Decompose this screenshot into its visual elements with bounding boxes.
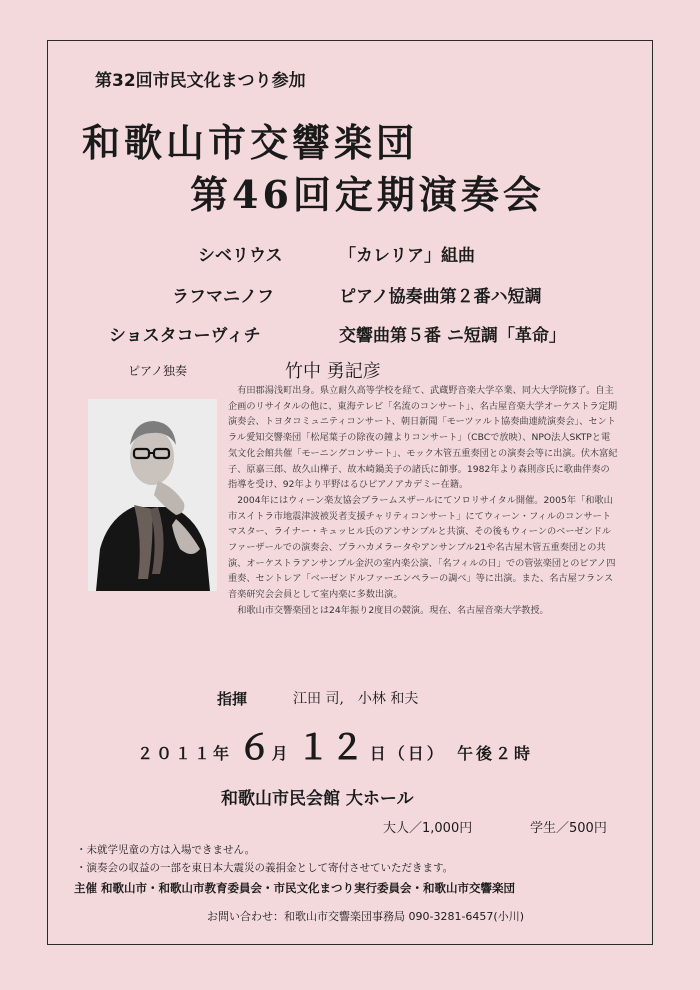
venue: 和歌山市民会館 大ホール	[221, 789, 414, 809]
bio-paragraph: 有田郡湯浅町出身。県立耐久高等学校を経て、武蔵野音楽大学卒業、同大大学院修了。自主企画のリサイタルの他に、東海テレビ「名流のコンサート」、名古屋音楽大学オーケストラ定期演奏会、トヨタコミュニティコンサート、朝日新聞「モーツァルト協奏曲連続演奏会」、セントラル愛知交響楽団「松尾葉子の除夜の鐘よりコンサート」（CBCで放映）、NPO法人SKTPと電気文化会館共催「モーニングコンサート」、モック木管五重奏団との演奏会等に出演。伏木富紀子、原嘉三郎、故久山樺子、故木崎鍋美子の諸氏に師事。1982年より森則彦氏に歌曲伴奏の指導を受け、92年より平野はるひピアノアカデミー在籍。	[228, 385, 618, 491]
soloist-biography	[228, 383, 618, 619]
program-work-1: 「カレリア」組曲	[339, 246, 475, 266]
date-day: １２	[296, 728, 365, 768]
program-composer-3: ショスタコーヴィチ	[109, 326, 261, 346]
date-year: ２０１１	[137, 744, 214, 763]
date-weekday: （日）	[388, 744, 446, 763]
sponsor-line: 主催 和歌山市・和歌山市教育委員会・市民文化まつり実行委員会・和歌山市交響楽団	[74, 881, 515, 895]
festival-kicker: 第32回市民文化まつり参加	[95, 71, 306, 91]
note-donation: ・演奏会の収益の一部を東日本大震災の義捐金として寄付させていただきます。	[76, 862, 454, 874]
date-year-unit: 年	[213, 744, 233, 763]
price-student: 学生／500円	[530, 821, 607, 836]
date-day-unit: 日	[369, 744, 389, 763]
bio-paragraph: 和歌山市交響楽団とは24年振り2度目の競演。現在、名古屋音楽大学教授。	[237, 604, 549, 616]
concert-date	[137, 720, 533, 769]
program-composer-2: ラフマニノフ	[172, 287, 274, 307]
conductor-label: 指揮	[217, 690, 248, 708]
program-composer-1: シベリウス	[198, 246, 283, 266]
bio-paragraph: 2004年にはウィーン楽友協会ブラームスザールにてソロリサイタル開催。2005年「和歌山市スイトラ市地震津波被災者支援チャリティコンサート」にてウィーン・フィルのコンサートマスター、ライナー・キュッヒル氏のアンサンブルと共演、その後もウィーンのベーゼンドルファーザールでの演奏会、プラハカメラータやアンサンブル21や名古屋木管五重奏団との共演、オーケストラアンサンブル金沢の室内楽公演、「名フィルの日」での管弦楽団とのピアノ四重奏、セントレア「ベーゼンドルファーエンペラーの調べ」等に出演。また、名古屋フランス音楽研究会会員として室内楽に多数出演。	[228, 494, 616, 601]
contact-line: お問い合わせ：和歌山市交響楽団事務局 090-3281-6457(小川)	[207, 910, 525, 923]
concert-title: 第46回定期演奏会	[190, 172, 545, 217]
concert-time: 午後２時	[456, 744, 533, 763]
price-adult: 大人／1,000円	[383, 821, 473, 836]
program-work-3: 交響曲第５番 ニ短調「革命」	[339, 326, 566, 346]
soloist-photo	[88, 399, 217, 591]
conductor-names: 江田 司, 小林 和夫	[293, 691, 419, 707]
program-work-2: ピアノ協奏曲第２番ハ短調	[339, 287, 542, 307]
note-no-preschool: ・未就学児童の方は入場できません。	[76, 844, 256, 856]
soloist-name: 竹中 勇記彦	[285, 361, 381, 382]
date-month: ６	[237, 728, 272, 768]
soloist-label: ピアノ独奏	[128, 364, 188, 378]
orchestra-title: 和歌山市交響楽団	[82, 120, 419, 165]
date-month-unit: 月	[271, 744, 291, 763]
